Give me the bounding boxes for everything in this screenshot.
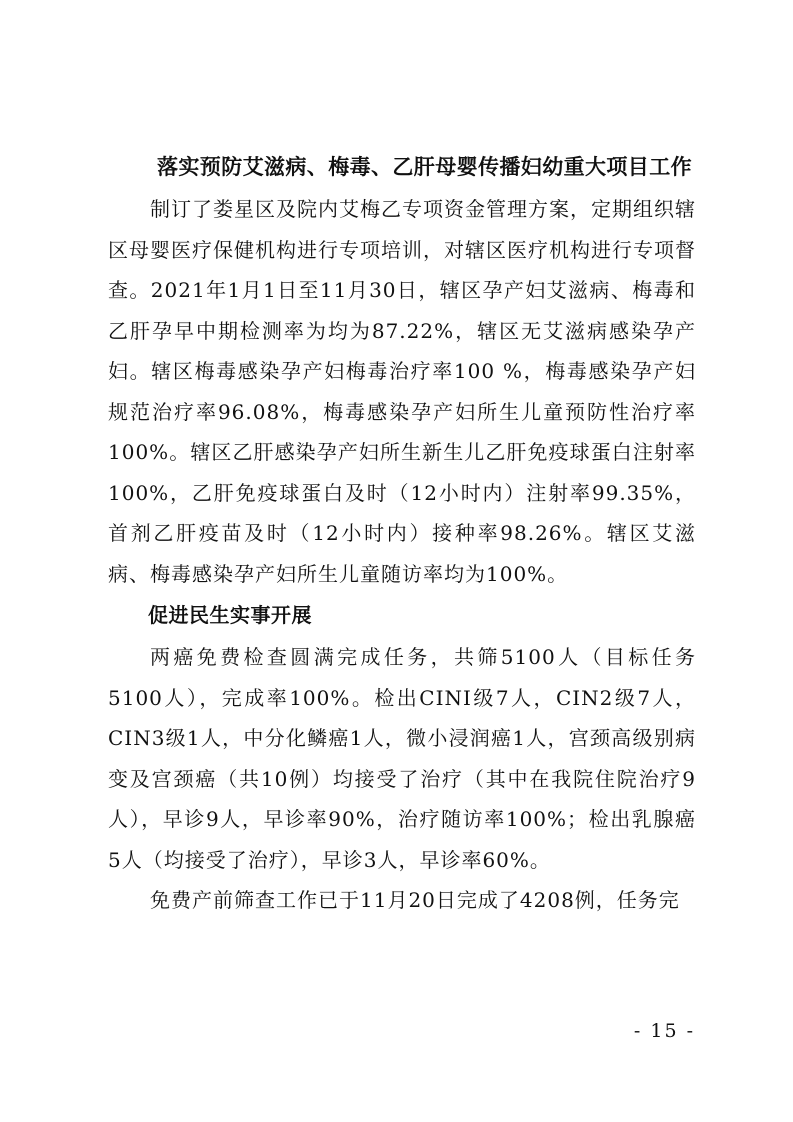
paragraph-prevention-work: 制订了娄星区及院内艾梅乙专项资金管理方案，定期组织辖区母婴医疗保健机构进行专项培训，对辖区医疗机构进行专项督查。2021年1月1日至11月30日，辖区孕产妇艾滋病、梅毒和乙肝孕早中期检测率为均为87.22%，辖区无艾滋病感染孕产妇。辖区梅毒感染孕产妇梅毒治疗率100 %，梅毒感染孕产妇规范治疗率96.08%，梅毒感染孕产妇所生儿童预防性治疗率100%。辖区乙肝感染孕产妇所生新生儿乙肝免疫球蛋白注射率100%，乙肝免疫球蛋白及时（12小时内）注射率99.35%，首剂乙肝疫苗及时（12小时内）接种率98.26%。辖区艾滋病、梅毒感染孕产妇所生儿童随访率均为100%。	[108, 197, 696, 586]
document-body	[108, 146, 696, 921]
section-heading-aids-syphilis-hepatitis-b: 落实预防艾滋病、梅毒、乙肝母婴传播妇幼重大项目工作	[157, 155, 692, 179]
page-number: - 15 -	[633, 1020, 695, 1042]
paragraph-two-cancer-screening: 两癌免费检查圆满完成任务，共筛5100人（目标任务5100人），完成率100%。检出CINI级7人，CIN2级7人，CIN3级1人，中分化鳞癌1人，微小浸润癌1人，宫颈高级别病变及宫颈癌（共10例）均接受了治疗（其中在我院住院治疗9人），早诊9人，早诊率90%，治疗随访率100%；检出乳腺癌5人（均接受了治疗），早诊3人，早诊率60%。	[108, 645, 696, 872]
paragraph-prenatal-screening: 免费产前筛查工作已于11月20日完成了4208例，任务完	[150, 888, 680, 912]
section-heading-livelihood-projects: 促进民生实事开展	[148, 603, 312, 627]
